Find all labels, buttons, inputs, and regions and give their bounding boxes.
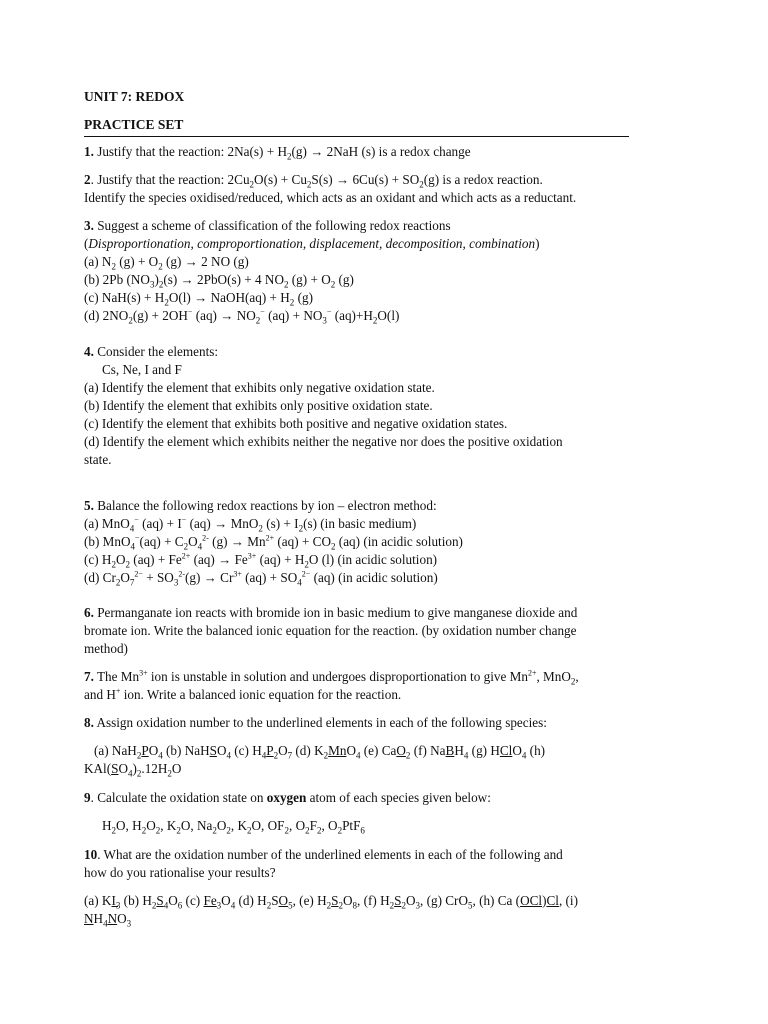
reaction-b: (b) 2Pb $(NO_3)_2(s) \to 2PbO(s) + 4$ $NO_2$ $(g) + O_2$ (g)	[84, 272, 354, 290]
emphasis-oxygen: oxygen	[266, 790, 307, 805]
question-number: 1.	[84, 144, 94, 159]
species-list-continued: $NH_4NO_3$	[84, 911, 132, 929]
question-text: Identify the species oxidised/reduced, which acts as an oxidant and which acts as a reductant.	[84, 190, 577, 205]
question-text: . Justify that the reaction: $2Cu_2O(s) + Cu_2S(s) \to 6Cu(s) + SO_2(g)$ is a redox reaction.	[90, 172, 543, 190]
question-2	[84, 171, 624, 207]
part-b: (b) Identify the element that exhibits only positive oxidation state.	[84, 398, 433, 413]
species-list: (a) $NaH_2PO_4$ (b) NaHSO$_4$ (c) $H_4P_2O_7$ (d) $K_2MnO_4$ (e) CaO$_2$ (f) NaBH$_4$ (g) HClO$_4$ (h)	[94, 743, 546, 761]
reaction-a: (a) $N_2$ $(g) + O_2$ (g) → 2 NO (g)	[84, 254, 249, 272]
question-number: 6.	[84, 605, 94, 620]
part-a: (a) Identify the element that exhibits only negative oxidation state.	[84, 380, 435, 395]
part-c: (c) Identify the element that exhibits both positive and negative oxidation states.	[84, 416, 508, 431]
question-text: and H+ ion. Write a balanced ionic equation for the reaction.	[84, 686, 402, 702]
element-list: Cs, Ne, I and F	[102, 362, 182, 377]
species-list: (a) $KI_3$ (b) $H_2S_4O_6$ (c) $Fe_3O_4$ (d) $H_2SO_5$, (e) $H_2S_2O_8$, (f) $H_2S_2O_3$, (g) CrO$_5$, (h) Ca (OCl)Cl, (i)	[84, 893, 578, 911]
question-number: 3.	[84, 218, 94, 233]
question-number: 9	[84, 790, 91, 805]
question-5	[84, 497, 624, 587]
question-text: atom of each species given below:	[306, 790, 491, 805]
reaction-d: (d) $Cr_2O_7^{2-} + SO_3^{2-}(g) \to Cr^{3+}$ $(aq) + SO_4^{2-}$ (aq) (in acidic solution)	[84, 569, 438, 588]
question-7	[84, 668, 624, 704]
question-text: Balance the following redox reactions by ion – electron method:	[97, 498, 437, 513]
part-d-continued: state.	[84, 452, 112, 467]
reaction-d: (d) $2NO_2(g) + 2OH^-$ $(aq) \to NO_2^-$ $(aq) + NO_3^-$ $(aq)+H_2O(l)$	[84, 307, 400, 326]
species-list-continued: $KAl(SO_4)_2.12H_2O$	[84, 761, 182, 779]
question-text: Justify that the reaction: $2Na(s) + H_2(g) \to 2NaH$ (s) is a redox change	[97, 144, 471, 162]
question-text: The $Mn^{3+}$ ion is unstable in solution and undergoes disproportionation to give $Mn^{2+}$, MnO$_2$,	[96, 668, 579, 687]
unit-heading: UNIT 7: REDOX	[84, 89, 185, 104]
question-number: 10	[84, 847, 98, 862]
question-6	[84, 604, 624, 658]
question-number: 7.	[84, 669, 94, 684]
species-list: $H_2O$, $H_2O_2$, $K_2O$, $Na_2O_2$, $K_2O$, $OF_2$, $O_2F_2$, $O_2PtF_6$	[102, 818, 365, 836]
title-divider	[84, 136, 629, 137]
question-text: bromate ion. Write the balanced ionic equation for the reaction. (by oxidation number change	[84, 623, 577, 638]
page-title: PRACTICE SET	[84, 117, 184, 132]
question-number: 4.	[84, 344, 94, 359]
reaction-c: (c) $H_2O_2$ $(aq) + Fe^{2+}$ $(aq) \to Fe^{3+}$ $(aq) + H_2O$ (l) (in acidic solution)	[84, 551, 438, 570]
part-d: (d) Identify the element which exhibits neither the negative nor does the positive oxidation	[84, 434, 563, 449]
question-text: Suggest a scheme of classification of the following redox reactions	[97, 218, 451, 233]
question-text: . What are the oxidation number of the underlined elements in each of the following and	[97, 847, 563, 862]
question-text: Consider the elements:	[97, 344, 219, 359]
question-4	[84, 343, 624, 469]
question-text: how do you rationalise your results?	[84, 865, 276, 880]
question-text: Assign oxidation number to the underlined elements in each of the following species:	[96, 715, 547, 730]
question-text: . Calculate the oxidation state on	[90, 790, 267, 805]
question-text: Permanganate ion reacts with bromide ion in basic medium to give manganese dioxide and	[97, 605, 578, 620]
question-1	[84, 143, 624, 161]
question-9	[84, 789, 624, 835]
reaction-c: (c) $NaH(s) + H_2O(l)$ → NaOH(aq) + $H_2$ (g)	[84, 290, 313, 308]
worksheet-page	[84, 88, 624, 928]
reaction-a: (a) MnO$_4$− (aq) + I− (aq) → MnO$_2$ $(s) + I_2(s)$ (in basic medium)	[84, 515, 417, 534]
question-number: 8.	[84, 715, 94, 730]
question-text: method)	[84, 641, 128, 656]
question-number: 2	[84, 172, 91, 187]
question-number: 5.	[84, 498, 94, 513]
classification-options: (Disproportionation, comproportionation, displacement, decomposition, combination)	[84, 236, 540, 251]
reaction-b: (b) $MnO_4^-(aq) + C_2O_4^{2-}$ $(g) \to Mn^{2+}$ $(aq) + CO_2$ (aq) (in acidic solution)	[84, 533, 463, 552]
question-10	[84, 846, 624, 928]
question-8	[84, 714, 624, 778]
question-3	[84, 217, 624, 325]
